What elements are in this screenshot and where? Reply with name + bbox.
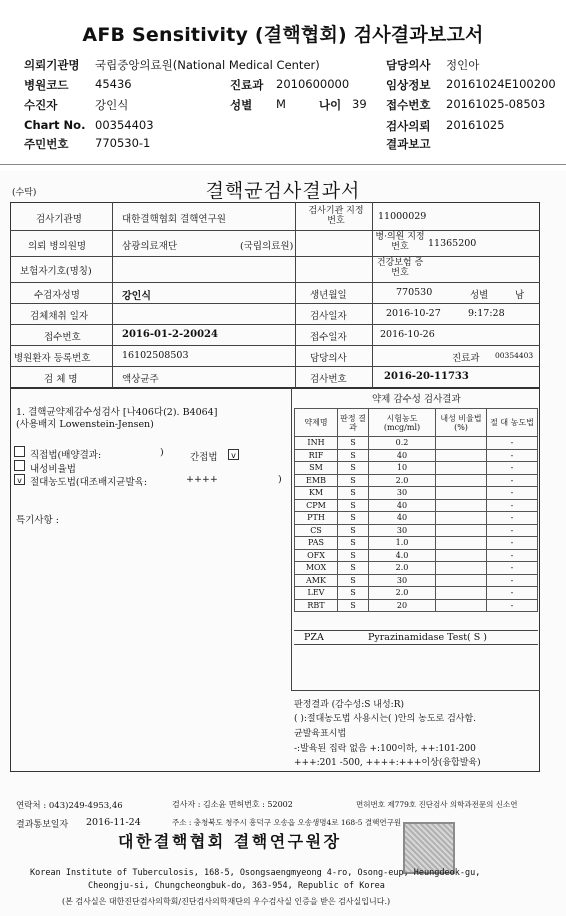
absolute-cell: - xyxy=(487,537,538,550)
remarks-label: 특기사항 : xyxy=(16,515,59,526)
report-tag: (수탁) xyxy=(12,188,37,198)
footer-address-en-1: Korean Institute of Tuberculosis, 168-5, Osongsaengmyeong 4-ro, Osong-eup, Heungdeok-gu, xyxy=(30,868,481,878)
label-report: 결과보고 xyxy=(386,137,431,151)
table-row xyxy=(295,574,538,587)
column-divider xyxy=(291,388,292,690)
org-no-value: 11000029 xyxy=(378,211,427,222)
footer-license: 면허번호 제779호 진단검사 의학과전문의 신소연 xyxy=(356,800,518,809)
notes-divider xyxy=(291,690,540,691)
conc-cell: 0.2 xyxy=(369,437,436,450)
label-chart: Chart No. xyxy=(24,118,86,132)
proportion-cell xyxy=(436,512,487,525)
table-row xyxy=(295,499,538,512)
label-hosp-code: 병원코드 xyxy=(24,78,69,92)
test-no-value: 2016-20-11733 xyxy=(384,371,469,382)
proportion-cell xyxy=(436,449,487,462)
result-cell: S xyxy=(338,512,369,525)
col-conc: 시험농도 (mcg/ml) xyxy=(369,409,436,437)
value-dept: 2010600000 xyxy=(276,77,350,91)
absolute-cell: - xyxy=(487,449,538,462)
indirect-method-checkbox[interactable]: v xyxy=(228,449,239,460)
proportion-method-checkbox[interactable] xyxy=(14,460,25,471)
proportion-cell xyxy=(436,474,487,487)
legend-note: -:발육된 집락 없음 +:100이하, ++:101-200 xyxy=(294,744,476,754)
direct-method-close: ) xyxy=(160,447,164,458)
sex-value: 남 xyxy=(515,290,525,301)
test-date-label: 검사일자 xyxy=(310,311,347,322)
proportion-cell xyxy=(436,499,487,512)
grid-line xyxy=(295,202,296,388)
absolute-cell: - xyxy=(487,562,538,575)
result-cell: S xyxy=(338,562,369,575)
footer-report-date-label: 결과통보일자 xyxy=(16,820,69,830)
conc-cell: 30 xyxy=(369,487,436,500)
footer-org-name: 대한결핵협회 결핵연구원장 xyxy=(118,832,342,851)
table-row xyxy=(295,537,538,550)
value-sex: M xyxy=(276,97,286,111)
result-cell: S xyxy=(338,437,369,450)
result-cell: S xyxy=(338,524,369,537)
report-title: AFB Sensitivity (결핵협회) 검사결과보고서 xyxy=(82,24,484,46)
table-row xyxy=(295,437,538,450)
result-cell: S xyxy=(338,537,369,550)
conc-cell: 2.0 xyxy=(369,474,436,487)
hosp-sub: (국립의료원) xyxy=(240,241,294,252)
pza-divider xyxy=(294,644,538,645)
value-clinical: 20161024E100200 xyxy=(446,77,556,91)
conc-cell: 4.0 xyxy=(369,549,436,562)
dept-label: 진료과 xyxy=(452,353,480,364)
collect-label: 검체채취 일자 xyxy=(30,311,89,322)
value-org: 국립중앙의료원(National Medical Center) xyxy=(95,58,320,72)
proportion-method-label: 내성비율법 xyxy=(30,464,76,475)
proportion-cell xyxy=(436,562,487,575)
sens-title: 약제 감수성 검사결과 xyxy=(372,394,461,405)
proportion-cell xyxy=(436,599,487,612)
test-no-label: 검사번호 xyxy=(310,374,347,385)
direct-method-label: 직접법(배양결과: xyxy=(30,450,102,461)
drug-cell: KM xyxy=(295,487,338,500)
value-receipt: 20161025-08503 xyxy=(446,97,546,111)
drug-cell: RBT xyxy=(295,599,338,612)
result-cell: S xyxy=(338,474,369,487)
pza-value: Pyrazinamidase Test( S ) xyxy=(368,632,487,643)
sensitivity-table xyxy=(294,408,538,612)
footer-address: 주소 : 충청북도 청주시 흥덕구 오송읍 오송생명4로 168-5 결핵연구원 xyxy=(172,818,402,827)
label-doctor: 담당의사 xyxy=(386,58,431,72)
hosp-value: 삼광의료재단 xyxy=(122,241,178,252)
grid-line xyxy=(10,256,540,257)
proportion-cell xyxy=(436,574,487,587)
value-age: 39 xyxy=(352,97,367,111)
result-cell: S xyxy=(338,574,369,587)
proportion-cell xyxy=(436,537,487,550)
table-row xyxy=(295,512,538,525)
absolute-cell: - xyxy=(487,512,538,525)
drug-cell: OFX xyxy=(295,549,338,562)
absolute-method-growth: ++++ xyxy=(186,474,218,485)
rcv-date-value: 2016-10-26 xyxy=(380,329,435,340)
rcv-no-label: 접수번호 xyxy=(44,332,81,343)
pza-divider xyxy=(294,630,538,631)
drug-cell: INH xyxy=(295,437,338,450)
drug-cell: AMK xyxy=(295,574,338,587)
table-row xyxy=(295,599,538,612)
label-age: 나이 xyxy=(319,98,342,112)
direct-method-checkbox[interactable] xyxy=(14,446,25,457)
col-proportion: 내성 비율법(%) xyxy=(436,409,487,437)
insur-no-label: 건강보험 증번호 xyxy=(376,258,424,278)
proportion-cell xyxy=(436,462,487,475)
table-header-row xyxy=(295,409,538,437)
conc-cell: 1.0 xyxy=(369,537,436,550)
reg-label: 병원환자 등록번호 xyxy=(14,353,91,364)
table-row xyxy=(295,587,538,600)
grid-line xyxy=(10,282,540,283)
absolute-method-checkbox[interactable]: v xyxy=(14,474,25,485)
value-patient: 강인식 xyxy=(95,98,129,112)
result-cell: S xyxy=(338,487,369,500)
rcv-no-value: 2016-01-2-20024 xyxy=(122,329,218,340)
legend-note: +++:201 -500, ++++:+++이상(융합발육) xyxy=(294,758,481,768)
absolute-cell: - xyxy=(487,574,538,587)
report-doc-title: 결핵균검사결과서 xyxy=(205,180,361,202)
indirect-method-label: 간접법 xyxy=(190,452,218,463)
birth-value: 770530 xyxy=(396,287,433,298)
conc-cell: 10 xyxy=(369,462,436,475)
grid-line xyxy=(10,303,540,304)
label-org: 의뢰기관명 xyxy=(24,58,80,72)
value-chart: 00354403 xyxy=(95,118,154,132)
proportion-cell xyxy=(436,524,487,537)
col-absolute: 절 대 농도법 xyxy=(487,409,538,437)
value-rrn: 770530-1 xyxy=(95,136,151,150)
proportion-cell xyxy=(436,587,487,600)
test-date-value: 2016-10-27 xyxy=(386,308,441,319)
conc-cell: 40 xyxy=(369,512,436,525)
result-cell: S xyxy=(338,462,369,475)
table-row xyxy=(295,462,538,475)
table-row xyxy=(295,449,538,462)
grid-line xyxy=(10,345,540,346)
drug-cell: PTH xyxy=(295,512,338,525)
hosp-label: 의뢰 병의원명 xyxy=(28,241,87,252)
absolute-cell: - xyxy=(487,462,538,475)
result-cell: S xyxy=(338,549,369,562)
label-dept: 진료과 xyxy=(230,78,264,92)
drug-cell: SM xyxy=(295,462,338,475)
patient-value: 강인식 xyxy=(122,291,151,302)
test-time-value: 9:17:28 xyxy=(468,308,505,319)
rcv-date-label: 접수일자 xyxy=(310,332,347,343)
label-receipt: 접수번호 xyxy=(386,98,431,112)
official-seal-stamp xyxy=(403,822,455,874)
doctor-label: 담당의사 xyxy=(310,353,347,364)
label-sex: 성별 xyxy=(230,98,253,112)
label-rrn: 주민번호 xyxy=(24,137,69,151)
absolute-method-close: ) xyxy=(278,474,282,485)
conc-cell: 2.0 xyxy=(369,587,436,600)
test-method: 1. 결핵균약제감수성검사 [나406다(2). B4064] xyxy=(16,407,218,418)
reg-value: 16102508503 xyxy=(122,350,189,361)
result-cell: S xyxy=(338,499,369,512)
conc-cell: 40 xyxy=(369,499,436,512)
legend-note: 판정결과 (감수성:S 내성:R) xyxy=(294,700,404,710)
sex-label: 성별 xyxy=(470,290,489,301)
footer-inspector: 검사자 : 김소윤 면허번호 : 52002 xyxy=(172,800,293,809)
grid-line xyxy=(10,366,540,367)
drug-cell: CS xyxy=(295,524,338,537)
drug-cell: EMB xyxy=(295,474,338,487)
col-result: 판정 결과 xyxy=(338,409,369,437)
media: (사용배지 Lowenstein-Jensen) xyxy=(16,419,154,430)
absolute-cell: - xyxy=(487,599,538,612)
legend-note: ( ):절대농도법 사용시는( )안의 농도로 검사함. xyxy=(294,714,477,724)
header-divider xyxy=(0,164,566,165)
absolute-cell: - xyxy=(487,524,538,537)
conc-cell: 30 xyxy=(369,524,436,537)
label-clinical: 임상정보 xyxy=(386,78,431,92)
hosp-no-label: 병·의원 지정번호 xyxy=(375,232,425,252)
conc-cell: 2.0 xyxy=(369,562,436,575)
grid-line xyxy=(10,230,540,231)
absolute-cell: - xyxy=(487,587,538,600)
absolute-cell: - xyxy=(487,549,538,562)
label-patient: 수진자 xyxy=(24,98,58,112)
table-row xyxy=(295,562,538,575)
drug-cell: MOX xyxy=(295,562,338,575)
proportion-cell xyxy=(436,549,487,562)
specimen-value: 액상균주 xyxy=(122,374,159,385)
table-row xyxy=(295,474,538,487)
org-label: 검사기관명 xyxy=(36,214,82,225)
proportion-cell xyxy=(436,487,487,500)
absolute-cell: - xyxy=(487,474,538,487)
footer-certification: (본 검사실은 대한진단검사의학회/진단검사의학재단의 우수검사실 인증을 받은 검사실입니다.) xyxy=(62,897,391,906)
footer-address-en-2: Cheongju-si, Chungcheongbuk-do, 363-954, Republic of Korea xyxy=(88,881,385,891)
value-hosp-code: 45436 xyxy=(95,77,132,91)
absolute-cell: - xyxy=(487,437,538,450)
proportion-cell xyxy=(436,437,487,450)
result-cell: S xyxy=(338,587,369,600)
table-row xyxy=(295,524,538,537)
drug-cell: LEV xyxy=(295,587,338,600)
table-row xyxy=(295,549,538,562)
conc-cell: 20 xyxy=(369,599,436,612)
table-row xyxy=(295,487,538,500)
label-request: 검사의뢰 xyxy=(386,119,431,133)
dept-value: 00354403 xyxy=(495,351,534,360)
patient-label: 수검자성명 xyxy=(34,290,80,301)
birth-label: 생년월일 xyxy=(310,290,347,301)
legend-note: 균발육표시법 xyxy=(294,729,347,739)
conc-cell: 30 xyxy=(369,574,436,587)
org-no-label: 검사기관 지정번호 xyxy=(308,206,364,226)
drug-cell: RIF xyxy=(295,449,338,462)
absolute-cell: - xyxy=(487,499,538,512)
result-cell: S xyxy=(338,449,369,462)
value-doctor: 정인아 xyxy=(446,58,480,72)
footer-report-date: 2016-11-24 xyxy=(86,817,141,828)
grid-line xyxy=(10,324,540,325)
col-drug: 약제명 xyxy=(295,409,338,437)
org-value: 대한결핵협회 결핵연구원 xyxy=(122,214,226,225)
absolute-method-label: 절대농도법(대조배지균발육: xyxy=(30,477,148,488)
insur-label: 보험자기호(명칭) xyxy=(20,266,92,277)
conc-cell: 40 xyxy=(369,449,436,462)
specimen-label: 검 체 명 xyxy=(44,374,78,385)
result-cell: S xyxy=(338,599,369,612)
pza-label: PZA xyxy=(304,632,324,643)
drug-cell: CPM xyxy=(295,499,338,512)
hosp-no-value: 11365200 xyxy=(428,238,477,249)
absolute-cell: - xyxy=(487,487,538,500)
grid-line xyxy=(112,202,113,388)
value-request: 20161025 xyxy=(446,118,505,132)
grid-line xyxy=(372,202,373,388)
footer-phone: 연락처 : 043)249-4953,46 xyxy=(16,801,123,811)
drug-cell: PAS xyxy=(295,537,338,550)
